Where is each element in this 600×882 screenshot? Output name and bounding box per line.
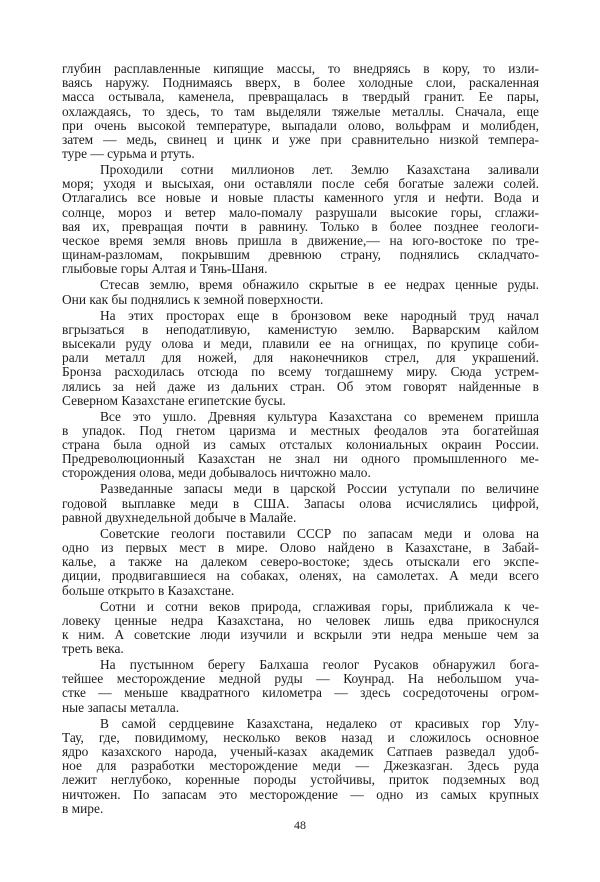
text-line: туре — сурьма и ртуть.: [62, 146, 195, 162]
paragraph: [62, 309, 539, 408]
text-line: ные запасы металла.: [62, 699, 180, 715]
text-line: Сотни и сотни веков природа, сглаживая горы, приближала к че-: [100, 598, 539, 614]
text-line: диции, продвигавшиеся на собаках, оленях, на самолетах. А меди всего: [62, 568, 539, 584]
text-line: вая их, превращая почти в равнину. Только в более позднее геологи-: [62, 218, 539, 234]
text-line: На пустынном берегу Балхаша геолог Русаков обнаружил бога-: [100, 657, 539, 673]
text-line: в мире.: [62, 800, 104, 816]
text-line: Тау, где, повидимому, несколько веков назад и сложилось основное: [62, 729, 539, 745]
paragraph: [62, 600, 539, 657]
paragraph: [62, 527, 539, 598]
text-line: На этих просторах еще в бронзовом веке народный труд начал: [100, 307, 539, 323]
text-line: страна была одной из самых отсталых колониальных окраин России.: [62, 437, 539, 453]
text-line: Проходили сотни миллионов лет. Землю Казахстана заливали: [100, 162, 539, 178]
text-line: равной двухнедельной добыче в Малайе.: [62, 509, 297, 525]
text-line: высекали руду олова и меди, плавили ее на огнищах, по крупице соби-: [62, 335, 539, 351]
text-line: стке — меньше квадратного километра — здесь сосредоточены огром-: [62, 685, 539, 701]
text-line: масса остывала, каменела, превращалась в твердый гранит. Ее пары,: [62, 89, 539, 105]
text-line: ное для разработки месторождение меди — Джезказган. Здесь руда: [62, 758, 539, 774]
text-line: больше открыто в Казахстане.: [62, 582, 235, 598]
paragraph: [62, 410, 539, 481]
text-line: моря; уходя и высыхая, они оставляли после себя богатые залежи солей.: [62, 176, 539, 192]
text-line: треть века.: [62, 641, 124, 657]
paragraph: [62, 163, 539, 277]
text-line: Предреволюционный Казахстан не знал ни одного промышленного ме-: [62, 451, 539, 467]
text-line: Стесав землю, время обнажило скрытые в ее недрах ценные руды.: [100, 277, 539, 293]
paragraph: [62, 658, 539, 715]
page-number: 48: [294, 818, 306, 832]
text-line: лялись за ней даже из дальних стран. Об этом говорят найденные в: [62, 378, 539, 394]
page-body: [62, 62, 539, 818]
text-line: Советские геологи поставили СССР по запасам меди и олова на: [100, 525, 539, 541]
text-line: В самой сердцевине Казахстана, недалеко от красивых гор Улу-: [100, 715, 539, 731]
text-line: ваясь наружу. Поднимаясь вверх, в более холодные слои, раскаленная: [62, 75, 539, 91]
text-line: к ним. А советские люди изучили и вскрыли эти недра меньше чем за: [62, 626, 539, 642]
text-line: лежит неглубоко, коренные породы устойчивы, приток подземных вод: [62, 772, 539, 788]
text-line: калье, а также на далеком северо-востоке; здесь отыскали его экспе-: [62, 554, 539, 570]
text-line: Все это ушло. Древняя культура Казахстана со временем пришла: [100, 408, 539, 424]
text-line: ческое время земля вновь пришла в движение,— на юго-востоке по тре-: [62, 233, 539, 249]
text-line: в упадок. Под гнетом царизма и местных феодалов эта богатейшая: [62, 422, 539, 438]
text-line: вгрызаться в неподатливую, каменистую землю. Варварским кайлом: [62, 321, 539, 337]
text-line: солнце, мороз и ветер мало-помалу разрушали высокие горы, сглажи-: [62, 204, 539, 220]
text-line: ничтожен. По запасам это месторождение — одно из самых крупных: [62, 786, 539, 802]
text-line: одно из первых мест в мире. Олово найдено в Казахстане, в Забай-: [62, 539, 539, 555]
text-line: Северном Казахстане египетские бусы.: [62, 392, 286, 408]
paragraph: [62, 717, 539, 816]
text-line: Отлагались все новые и новые пласты каменного угля и нефти. Вода и: [62, 190, 539, 206]
text-line: тейшее месторождение медной руды — Коунрад. На небольшом уча-: [62, 671, 539, 687]
text-line: рали металл для ножей, для наконечников стрел, для украшений.: [62, 350, 539, 366]
text-line: щинам-разломам, покрывшим древнюю страну, поднялись складчато-: [62, 247, 539, 263]
text-line: при очень высокой температуре, выпадали олово, вольфрам и молибден,: [62, 117, 539, 133]
paragraph: [62, 278, 539, 306]
text-line: ядро казахского народа, ученый-казах академик Сатпаев разведал удоб-: [62, 743, 539, 759]
text-line: Разведанные запасы меди в царской России уступали по величине: [100, 481, 539, 497]
text-line: ловеку ценные недра Казахстана, но человек лишь едва прикоснулся: [62, 612, 539, 628]
text-line: сторождения олова, меди добывалось ничтожно мало.: [62, 465, 371, 481]
text-line: Они как бы поднялись к земной поверхности.: [62, 291, 324, 307]
text-line: глубин расплавленные кипящие массы, то внедряясь в кору, то изли-: [62, 61, 539, 76]
text-line: годовой выплавке меди в США. Запасы олова исчислялись цифрой,: [62, 495, 539, 511]
text-line: затем — медь, свинец и цинк и уже при сравнительно низкой темпера-: [62, 131, 539, 147]
text-line: Бронза расходилась отсюда по всему тогдашнему миру. Сюда устрем-: [62, 364, 539, 380]
text-line: охлаждаясь, то здесь, то там выделяли тяжелые металлы. Сначала, еще: [62, 103, 539, 119]
paragraph: [62, 482, 539, 525]
text-line: глыбовые горы Алтая и Тянь-Шаня.: [62, 261, 268, 277]
paragraph: [62, 62, 539, 161]
